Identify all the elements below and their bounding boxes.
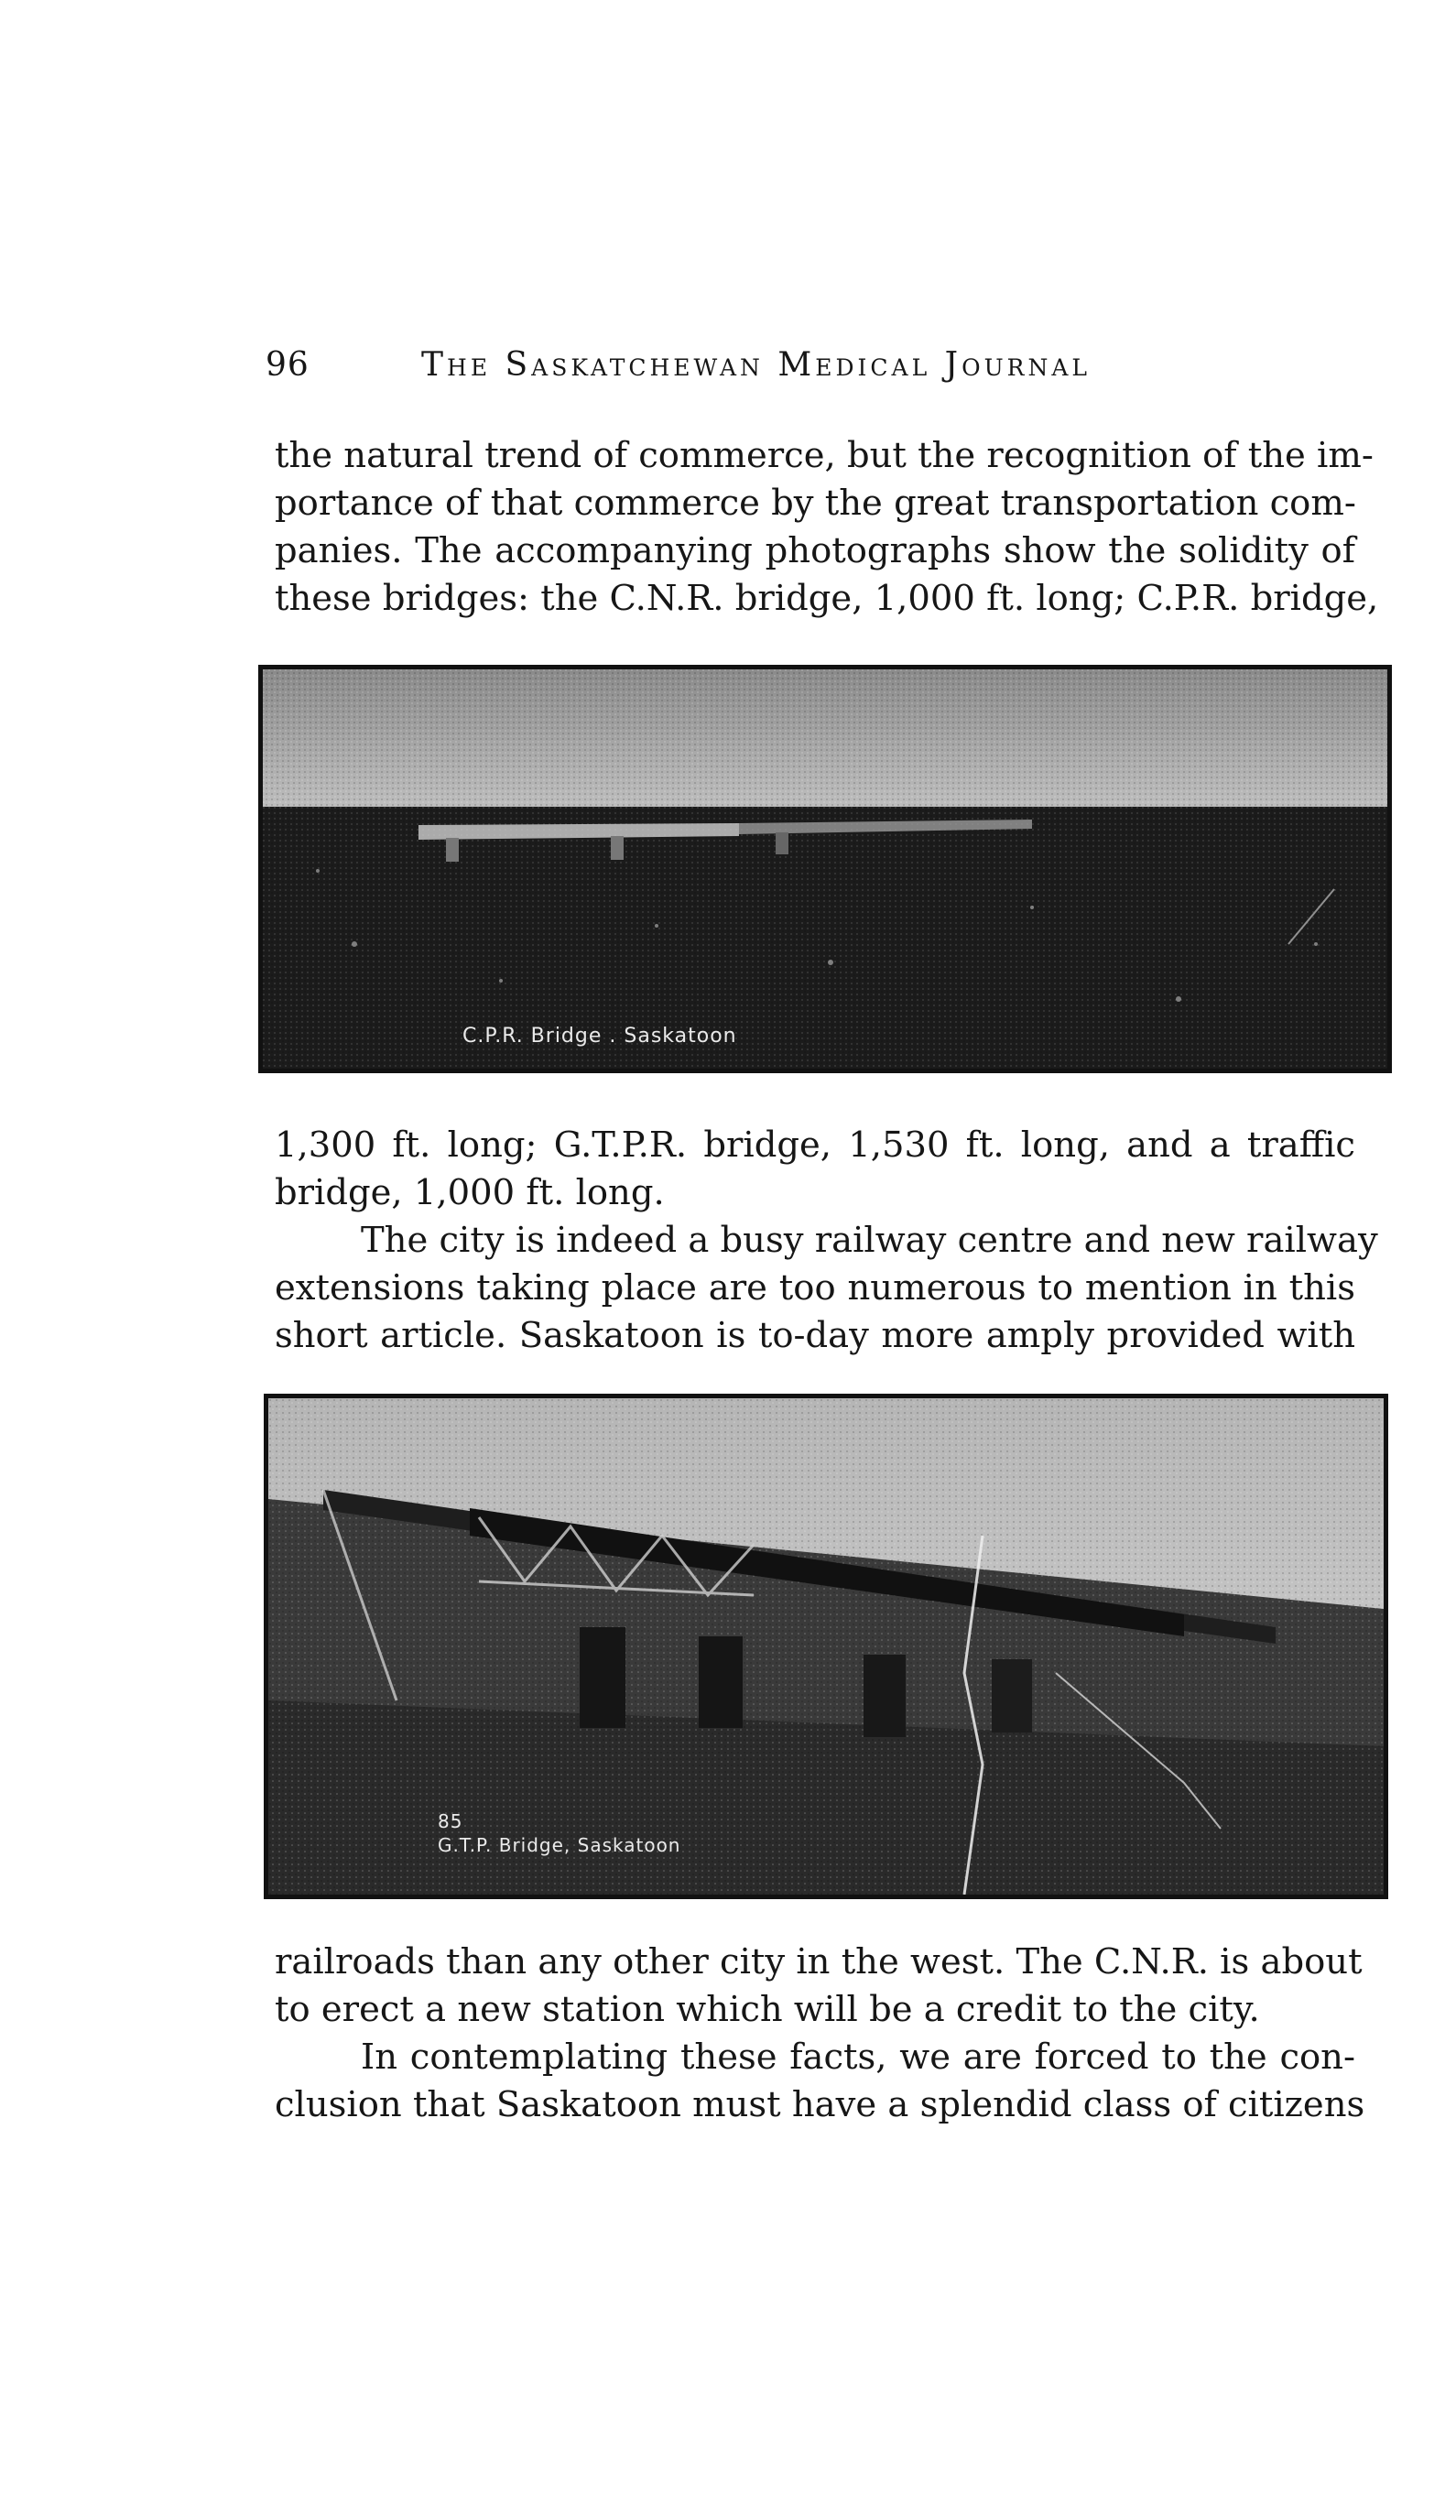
text-line: short article. Saskatoon is to-day more amply provided with [275,1315,1355,1356]
text-line: extensions taking place are too numerous to mention in this [275,1267,1355,1309]
cpr-bridge-photo [258,665,1392,1073]
journal-title: The Saskatchewan Medical Journal [421,346,1091,384]
cpr-bridge-image [263,669,1387,1069]
page-number: 96 [266,346,310,384]
text-line: to erect a new station which will be a credit to the city. [275,1989,1260,2030]
text-line: 1,300 ft. long; G.T.P.R. bridge, 1,530 ft. long, and a traffic [275,1124,1355,1166]
cpr-photo-caption: C.P.R. Bridge . Saskatoon [462,1025,737,1048]
gtp-photo-number: 85 [438,1810,463,1832]
text-line: railroads than any other city in the west. The C.N.R. is about [275,1941,1363,1982]
text-line: these bridges: the C.N.R. bridge, 1,000 ft. long; C.P.R. bridge, [275,578,1379,619]
text-line: The city is indeed a busy railway centre and new railway [361,1220,1378,1261]
text-line: panies. The accompanying photographs show the solidity of [275,530,1355,571]
text-line: portance of that commerce by the great transportation com- [275,483,1356,524]
text-line: In contemplating these facts, we are forced to the con- [361,2037,1355,2078]
running-head [266,346,1222,394]
gtp-bridge-image [268,1398,1384,1895]
paragraph-railway-centre [275,1122,1378,1360]
text-line: clusion that Saskatoon must have a splendid class of citizens [275,2084,1365,2125]
paragraph-continued [275,432,1379,623]
paragraph-conclusion [275,1939,1365,2129]
text-line: bridge, 1,000 ft. long. [275,1172,665,1213]
text-line: the natural trend of commerce, but the recognition of the im- [275,435,1374,476]
gtp-bridge-photo [264,1394,1388,1899]
gtp-photo-caption: G.T.P. Bridge, Saskatoon [438,1834,681,1856]
